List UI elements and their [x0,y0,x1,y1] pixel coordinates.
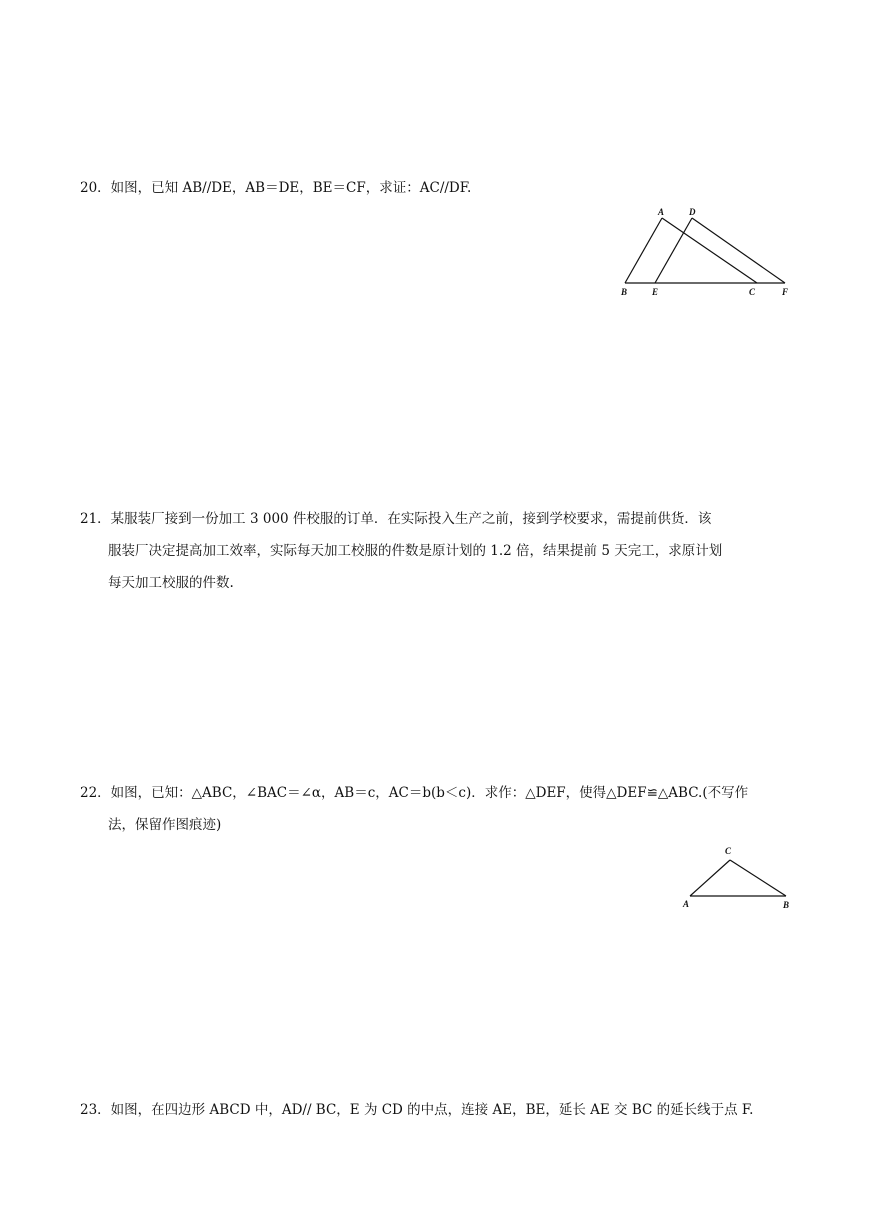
segment-cb [730,860,786,896]
figure-q20 [615,203,800,307]
label-a: A [683,899,690,909]
question-21 [80,503,722,599]
label-c: C [749,287,756,297]
question-23-line-1: 23．如图，在四边形 ABCD 中，AD// BC，E 为 CD 的中点，连接 AE，BE，延长 AE 交 BC 的延长线于点 F. [80,1102,754,1118]
segment-df [692,218,785,283]
segment-ac [690,860,730,896]
segment-ac [662,218,757,283]
label-b: B [783,900,790,910]
question-21-line-2: 服装厂决定提高加工效率，实际每天加工校服的件数是原计划的 1.2 倍，结果提前 5 天完工，求原计划 [108,543,723,559]
label-a: A [658,207,665,217]
label-f: F [782,287,789,297]
question-23 [80,1094,753,1126]
label-b: B [621,287,628,297]
label-c: C [725,846,732,856]
question-21-line-3: 每天加工校服的件数. [108,575,234,591]
figure-q22 [678,840,798,919]
question-22-line-1: 22．如图，已知：△ABC，∠BAC＝∠α，AB＝c，AC＝b(b＜c)．求作：△DEF，使得△DEF≌△ABC.(不写作 [80,785,749,801]
question-22-line-2: 法，保留作图痕迹) [108,817,222,833]
segment-ab [625,218,662,283]
question-21-line-1: 21．某服装厂接到一份加工 3 000 件校服的订单．在实际投入生产之前，接到学校要求，需提前供货．该 [80,511,712,527]
question-20-line-1: 20．如图，已知 AB//DE，AB＝DE，BE＝CF，求证：AC//DF. [80,180,472,196]
label-e: E [652,287,659,297]
question-20 [80,172,471,204]
segment-de [655,218,692,283]
figure-q22-svg [678,840,798,915]
label-d: D [689,207,696,217]
figure-q20-svg [615,203,800,303]
question-22 [80,777,748,841]
